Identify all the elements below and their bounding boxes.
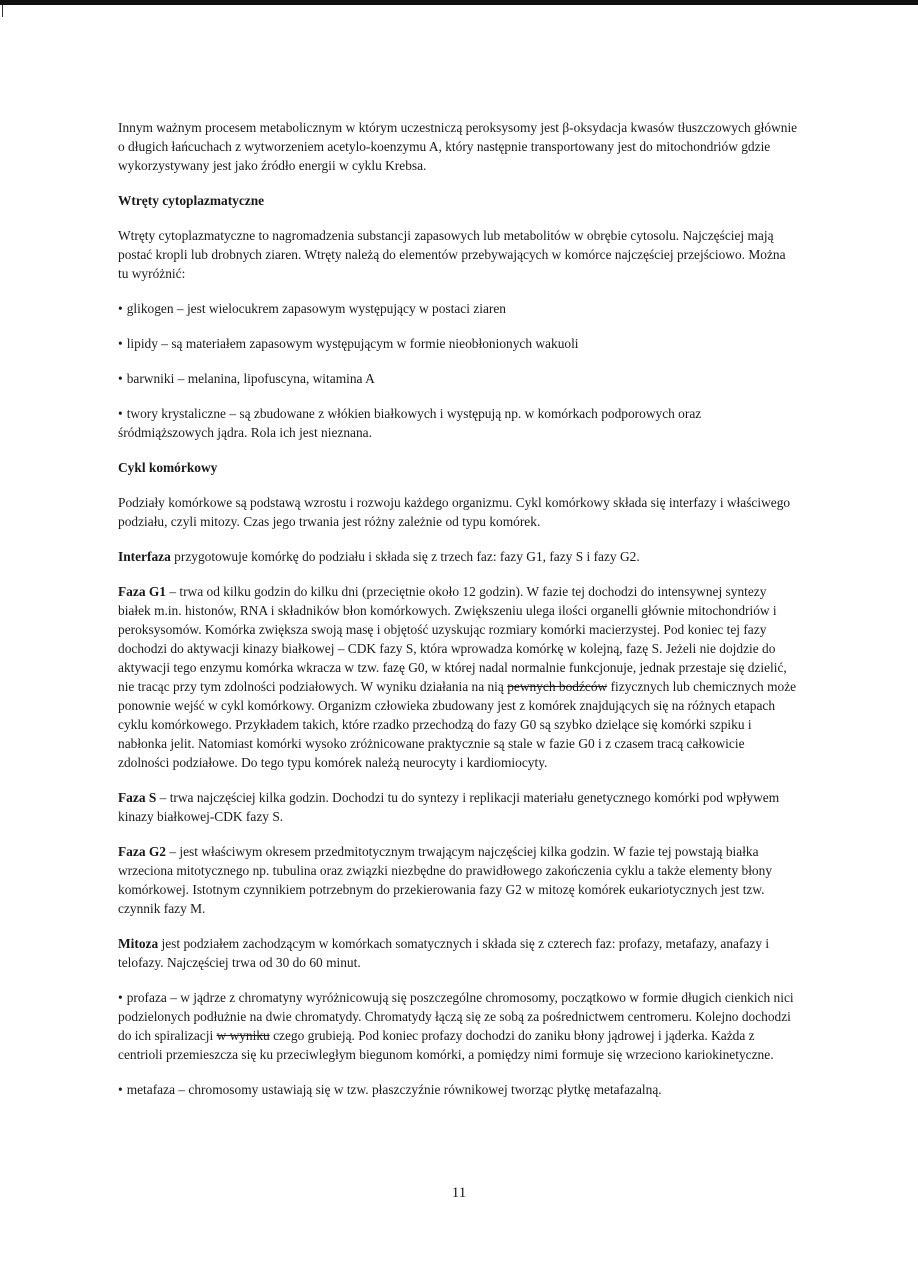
bullet-icon: • [118, 301, 123, 316]
list-item: • lipidy – są materiałem zapasowym występującym w formie nieobłonionych wakuoli [118, 336, 579, 351]
interphase-paragraph: Interfaza przygotowuje komórkę do podziału i składa się z trzech faz: fazy G1, fazy S i fazy G2. [118, 549, 640, 564]
page-number: 11 [451, 1185, 467, 1201]
scan-left-mark [2, 5, 3, 17]
bullet-icon: • [118, 1082, 123, 1097]
list-item: • profaza – w jądrze z chromatyny wyróżnicowują się poszczególne chromosomy, początkowo w formie długich cienkich nici podzielonych podłużnie na dwie chromatydy. Chromatydy łączą się ze sobą za pośrednictwem centromeru. Kolejno dochodzi do ich spiralizacji w wyniku czego grubieją. Pod koniec profazy dochodzi do zaniku błony jądrowej i jąderka. Każda z centrioli przemieszcza się ku przeciwległym biegunom komórki, a pomiędzy nimi formuje się wrzeciono kariokinetyczne. [118, 990, 794, 1062]
section-heading-cell-cycle: Cykl komórkowy [118, 460, 218, 475]
intro-paragraph: Innym ważnym procesem metabolicznym w którym uczestniczą peroksysomy jest β-oksydacja kwasów tłuszczowych głównie o długich łańcuchach z wytworzeniem acetylo-koenzymu A, który następnie transportowany jest do mitochondriów gdzie wykorzystywany jest jako źródło energii w cyklu Krebsa. [118, 120, 798, 173]
scan-top-edge [0, 0, 918, 5]
g2-paragraph: Faza G2 – jest właściwym okresem przedmitotycznym trwającym najczęściej kilka godzin. W fazie tej powstają białka wrzeciona mitotycznego np. tubulina oraz związki niezbędne do prawidłowego zakończenia cyklu a także elementy błony komórkowej. Istotnym czynnikiem potrzebnym do przekierowania fazy G2 w mitozę komórek eukariotycznych jest tzw. czynnik fazy M. [118, 844, 773, 916]
mitosis-paragraph: Mitoza jest podziałem zachodzącym w komórkach somatycznych i składa się z czterech faz: profazy, metafazy, anafazy i telofazy. Najczęściej trwa od 30 do 60 minut. [118, 936, 770, 970]
bullet-icon: • [118, 371, 123, 386]
cell-cycle-intro: Podziały komórkowe są podstawą wzrostu i rozwoju każdego organizmu. Cykl komórkowy składa się interfazy i właściwego podziału, czyli mitozy. Czas jego trwania jest różny zależnie od typu komórek. [118, 495, 791, 529]
list-item: • metafaza – chromosomy ustawiają się w tzw. płaszczyźnie równikowej tworząc płytkę metafazalną. [118, 1082, 662, 1097]
bullet-icon: • [118, 990, 123, 1005]
bullet-icon: • [118, 336, 123, 351]
s-phase-paragraph: Faza S – trwa najczęściej kilka godzin. Dochodzi tu do syntezy i replikacji materiału genetycznego komórki pod wpływem kinazy białkowej-CDK fazy S. [118, 790, 780, 824]
document-page [118, 118, 798, 1115]
section-heading-inclusions: Wtręty cytoplazmatyczne [118, 193, 265, 208]
list-item: • twory krystaliczne – są zbudowane z włókien białkowych i występują np. w komórkach podporowych oraz śródmiąższowych jądra. Rola ich jest nieznana. [118, 406, 702, 440]
inclusions-intro: Wtręty cytoplazmatyczne to nagromadzenia substancji zapasowych lub metabolitów w obrębie cytosolu. Najczęściej mają postać kropli lub drobnych ziaren. Wtręty należą do elementów przebywających w komórce najczęściej przejściowo. Można tu wyróżnić: [118, 228, 786, 281]
g1-paragraph: Faza G1 – trwa od kilku godzin do kilku dni (przeciętnie około 12 godzin). W fazie tej dochodzi do intensywnej syntezy białek m.in. histonów, RNA i składników błon komórkowych. Zwiększeniu ulega ilości organelli głównie mitochondriów i peroksysomów. Komórka zwiększa swoją masę i objętość uzyskując rozmiary komórki macierzystej. Pod koniec tej fazy dochodzi do aktywacji kinazy białkowej – CDK fazy S, która wprowadza komórkę w kolejną, fazę S. Jeżeli nie dojdzie do aktywacji tego enzymu komórka wkracza w tzw. fazę G0, w której nadal normalnie funkcjonuje, jednak przestaje się dzielić, nie tracąc przy tym zdolności podziałowych. W wyniku działania na nią pewnych bodźców fizycznych lub chemicznych może ponownie wejść w cykl komórkowy. Organizm człowieka zbudowany jest z komórek znajdujących się na różnych etapach cyklu komórkowego. Przykładem takich, które rzadko przechodzą do fazy G0 są szybko dzielące się komórki szpiku i nabłonka jelit. Natomiast komórki wysoko zróżnicowane praktycznie są stale w fazie G0 i z czasem tracą całkowicie zdolności podziałowe. Do tego typu komórek należą neurocyty i kardiomiocyty. [118, 584, 797, 770]
list-item: • glikogen – jest wielocukrem zapasowym występujący w postaci ziaren [118, 301, 506, 316]
bullet-icon: • [118, 406, 123, 421]
list-item: • barwniki – melanina, lipofuscyna, witamina A [118, 371, 375, 386]
